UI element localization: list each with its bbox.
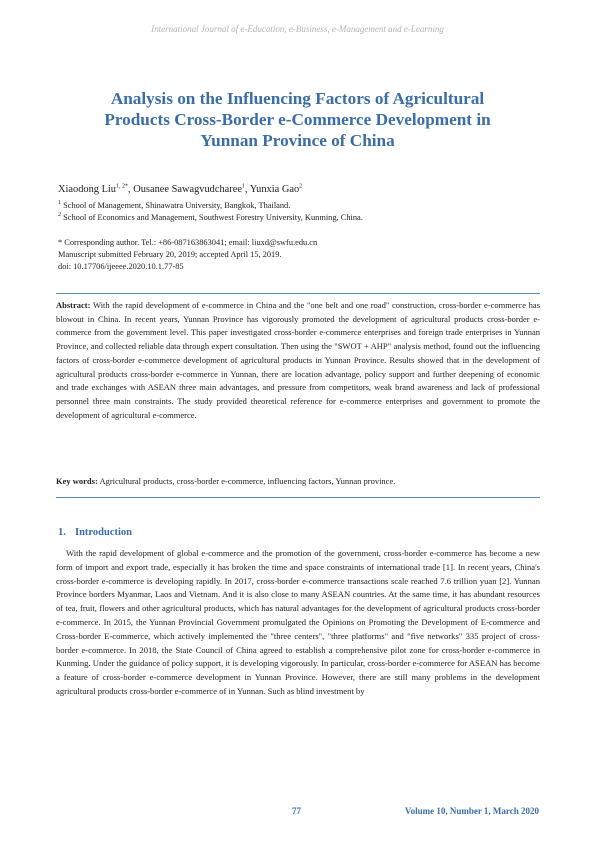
manuscript-dates: Manuscript submitted February 20, 2019; accepted April 15, 2019. <box>58 250 282 259</box>
affiliation <box>58 201 538 210</box>
affiliation-text: School of Management, Shinawatra University, Bangkok, Thailand. <box>63 201 291 210</box>
abstract <box>56 299 540 422</box>
keywords-text: Agricultural products, cross-border e-commerce, influencing factors, Yunnan province. <box>99 476 396 486</box>
section-title: Introduction <box>75 527 132 538</box>
running-header: International Journal of e-Education, e-Business, e-Management and e-Learning <box>151 24 444 34</box>
title-line-1: Analysis on the Influencing Factors of Agricultural <box>110 89 485 108</box>
introduction-paragraph: With the rapid development of global e-commerce and the promotion of the government, cross-border e-commerce has become a new form of import and export trade, especially it has broken the time and space constraints of international trade [1]. In recent years, China's cross-border e-commerce is developing rapidly. In 2017, cross-border e-commerce transactions scale reached 7.6 trillion yuan [2]. Yunnan Province borders Myanmar, Laos and Vietnam. And it is also close to many ASEAN countries. At the same time, it has abundant resources of tea, fruit, flowers and other agricultural products, which has natural advantages for the development of agricultural products cross-border e-commerce. In 2015, the Yunnan Provincial Government promulgated the Opinions on Promoting the Development of E-commerce and Cross-border E-commerce, which actively implemented the "three centers", "three platforms" and "five networks" 335 project of cross-border e-commerce. In 2018, the State Council of China agreed to establish a comprehensive pilot zone for cross-border e-commerce in Kunming. Under the guidance of policy support, it is developing vigorously. In particular, cross-border e-commerce for ASEAN has become a feature of cross-border e-commerce development in Yunnan Province. However, there are still many problems in the development agricultural products cross-border e-commerce of in Yunnan. Such as blind investment by <box>56 548 540 696</box>
section-heading <box>58 527 132 538</box>
affiliation-text: School of Economics and Management, Southwest Forestry University, Kunming, China. <box>63 213 363 222</box>
section-number: 1. <box>58 527 66 538</box>
author-name: Xiaodong Liu <box>58 184 117 195</box>
author-name: Ousanee Sawagvudcharee <box>133 184 242 195</box>
author-affiliation-mark: 1, 2* <box>116 183 129 190</box>
title-line-2: Products Cross-Border e-Commerce Development in <box>104 110 491 129</box>
affiliation-mark: 1 <box>58 200 61 207</box>
title-line-3: Yunnan Province of China <box>200 131 395 150</box>
keywords <box>56 476 540 486</box>
volume-info: Volume 10, Number 1, March 2020 <box>404 806 539 816</box>
doi: doi: 10.17706/ijeeee.2020.10.1.77-85 <box>58 262 184 271</box>
corresponding-author: * Corresponding author. Tel.: +86-087163863041; email: liuxd@swfu.edu.cn <box>58 238 318 247</box>
page-number: 77 <box>292 806 301 816</box>
affiliation-mark: 2 <box>58 212 61 219</box>
author-name: Yunxia Gao <box>249 184 300 195</box>
author-list <box>58 184 538 195</box>
author-affiliation-mark: 1 <box>241 183 245 190</box>
abstract-label: Abstract: <box>56 300 91 310</box>
abstract-top-rule <box>56 293 540 294</box>
author-separator: , <box>244 184 250 195</box>
paper-title <box>60 88 535 151</box>
keywords-label: Key words: <box>56 476 98 486</box>
affiliation <box>58 213 538 222</box>
author-separator: , <box>128 184 134 195</box>
keywords-bottom-rule <box>56 497 540 498</box>
abstract-text: With the rapid development of e-commerce in China and the "one belt and one road" construction, cross-border e-commerce has blowout in China. In recent years, Yunnan Province has vigorously promoted the development of agricultural products cross-border e-commerce from the government level. This paper investigated cross-border e-commerce enterprises and foreign trade enterprises in Yunnan Province, and collected reliable data through expert consultation. Then using the "SWOT + AHP" analysis method, found out the influencing factors of cross-border e-commerce development of agricultural products in Yunnan Province. Results showed that in the development of agricultural products cross-border e-commerce in Yunnan, there are location advantage, policy support and further deepening of economic and trade exchanges with ASEAN three main advantages, and pressure from competitors, weak brand awareness and lack of professional personnel three main constraints. The study provided theoretical reference for e-commerce enterprises and government to promote the development of agricultural e-commerce. <box>56 300 540 420</box>
author-affiliation-mark: 2 <box>299 183 303 190</box>
